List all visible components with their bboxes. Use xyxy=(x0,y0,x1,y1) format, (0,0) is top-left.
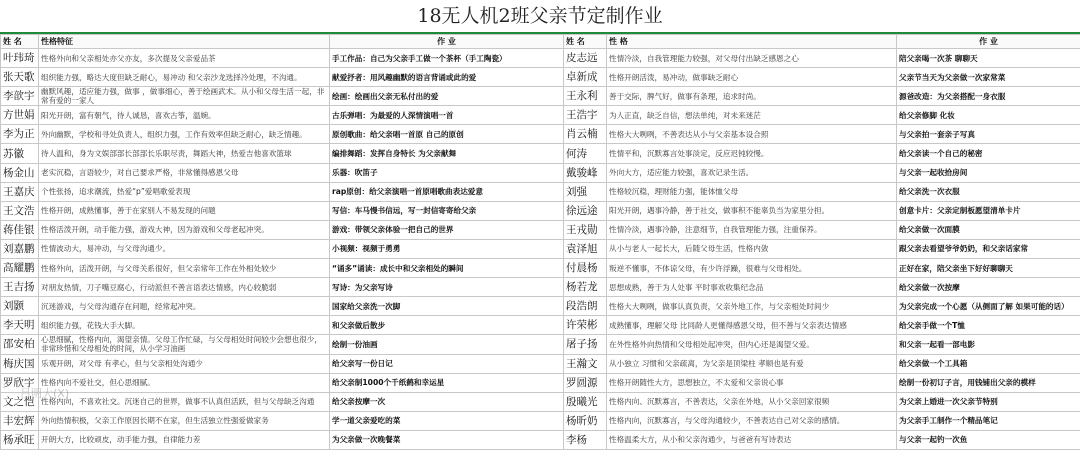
student-name-2[interactable]: 王浩宇 xyxy=(564,106,607,125)
assignment-cell-2[interactable]: 为父亲完成一个心愿（从侧面了解 如果可能的话） xyxy=(897,297,1080,316)
student-name[interactable]: 叶玮琦 xyxy=(1,49,39,68)
header-name-2[interactable]: 姓 名 xyxy=(564,35,607,49)
trait-cell[interactable]: 外向幽默，学校和寻处负责人，组织力强，工作有效率但缺乏耐心，缺乏情趣。 xyxy=(39,125,330,144)
trait-cell-2[interactable]: 在外性格外向热情和父母相处起冲突，但内心还是渴望父爱。 xyxy=(607,335,897,354)
table-row xyxy=(1,239,1080,258)
trait-cell[interactable]: 性格内向，不喜欢社交。沉迷自己的世界，做事不认真但活跃，但与父母缺乏沟通 xyxy=(39,392,330,411)
table-row xyxy=(1,278,1080,297)
student-name-2[interactable]: 付晨杨 xyxy=(564,259,607,278)
trait-cell-2[interactable]: 性情平和，沉默寡言处事淡定，反应迟钝较慢。 xyxy=(607,144,897,163)
assignment-cell-2[interactable]: 给父亲做一个工具箱 xyxy=(897,354,1080,373)
watermark: 吕明大(X) xyxy=(20,385,69,401)
table-row xyxy=(1,201,1080,220)
student-name[interactable]: 丰宏辉 xyxy=(1,411,39,430)
student-name-2[interactable]: 罗圆源 xyxy=(564,373,607,392)
assignment-cell[interactable]: 写信：车马慢书信远，写一封信寄寄给父亲 xyxy=(330,201,564,220)
trait-cell[interactable]: 组织能力强，略达大度但缺乏耐心，易冲动 和父亲沙龙选择冷处理，不沟通。 xyxy=(39,68,330,87)
header-work-2[interactable]: 作 业 xyxy=(897,35,1080,49)
assignment-cell-2[interactable]: 与父亲拍一套亲子写真 xyxy=(897,125,1080,144)
assignment-cell[interactable]: 为父亲做一次晚餐菜 xyxy=(330,430,564,449)
trait-cell[interactable]: 性格活泼开朗，动手能力强，游戏大神，因为游戏和父母老起冲突。 xyxy=(39,220,330,239)
assignment-cell[interactable]: 学一道父亲爱吃的菜 xyxy=(330,411,564,430)
assignment-cell-2[interactable]: 陪父亲喝一次茶 聊聊天 xyxy=(897,49,1080,68)
trait-cell[interactable]: 心思细腻，性格内向，渴望亲情。父母工作忙碌，与父母相处时间较少会想也很少，非常珍惜和父母相处的时间，从小学习油画 xyxy=(39,335,330,354)
student-name[interactable]: 王文浩 xyxy=(1,201,39,220)
header-work[interactable]: 作 业 xyxy=(330,35,564,49)
trait-cell-2[interactable]: 性情冷淡，遇事冷静，注意细节，自我管理能力强，注重保养。 xyxy=(607,220,897,239)
trait-cell-2[interactable]: 性格开朗随性大方，思想独立，不太爱和父亲说心事 xyxy=(607,373,897,392)
assignment-cell[interactable]: 原创歌曲：给父亲唱一首原 自己的原创 xyxy=(330,125,564,144)
assignment-cell-2[interactable]: 父亲节当天为父亲做一次家常菜 xyxy=(897,68,1080,87)
trait-cell[interactable]: 沉迷游戏，与父母沟通存在问题，经常起冲突。 xyxy=(39,297,330,316)
table-row xyxy=(1,220,1080,239)
assignment-cell[interactable]: 给父亲写一份日记 xyxy=(330,354,564,373)
sheet-title: 18无人机2班父亲节定制作业 xyxy=(0,0,1080,33)
student-name[interactable]: 刘嘉鹏 xyxy=(1,239,39,258)
student-name-2[interactable]: 何涛 xyxy=(564,144,607,163)
trait-cell-2[interactable]: 从小与老人一起长大，后随父母生活，性格内敛 xyxy=(607,239,897,258)
student-name[interactable]: 王嘉庆 xyxy=(1,182,39,201)
trait-cell[interactable]: 组织能力强，花钱大手大脚。 xyxy=(39,316,330,335)
student-name[interactable]: 苏徽 xyxy=(1,144,39,163)
assignment-cell-2[interactable]: 跟父亲去看望爷爷奶奶，和父亲话家常 xyxy=(897,239,1080,258)
student-name-2[interactable]: 徐远途 xyxy=(564,201,607,220)
assignment-cell[interactable]: 乐器：吹笛子 xyxy=(330,163,564,182)
assignment-cell-2[interactable]: 为父亲手工制作一个精品笔记 xyxy=(897,411,1080,430)
trait-cell-2[interactable]: 阳光开朗，遇事冷静，善于社交，做事积不能辜负当为家里分担。 xyxy=(607,201,897,220)
student-name[interactable]: 杨承旺 xyxy=(1,430,39,449)
trait-cell[interactable]: 幽默风趣，适应能力强，做事 ，做事细心，善于绘画武术。从小和父母生活一起，非常有爱的一家人 xyxy=(39,87,330,106)
trait-cell[interactable]: 性格开朗，成熟懂事，善于在家别人不易发现的问题 xyxy=(39,201,330,220)
student-name-2[interactable]: 王瀚文 xyxy=(564,354,607,373)
trait-cell-2[interactable]: 性格内向、沉默寡言，不善表达，父亲在外地，从小父亲回家很频 xyxy=(607,392,897,411)
trait-cell[interactable]: 对朋友热情，刀子嘴豆腐心，行动派但不善言语表达情感，内心较脆弱 xyxy=(39,278,330,297)
table-row xyxy=(1,297,1080,316)
header-trait[interactable]: 性格特征 xyxy=(39,35,330,49)
table-row xyxy=(1,316,1080,335)
assignment-cell[interactable]: “诵多”诵读：成长中和父亲相处的瞬间 xyxy=(330,259,564,278)
assignment-cell[interactable]: rap原创：给父亲演唱一首原唱歌曲表达爱意 xyxy=(330,182,564,201)
student-name[interactable]: 杨金山 xyxy=(1,163,39,182)
header-trait-2[interactable]: 性 格 xyxy=(607,35,897,49)
assignment-cell[interactable]: 手工作品：自己为父亲手工做一个茶杯（手工陶瓷） xyxy=(330,49,564,68)
trait-cell-2[interactable]: 成熟懂事，理解父母 比同龄人更懂得感恩父母，但不善与父亲表达情感 xyxy=(607,316,897,335)
student-name-2[interactable]: 刘强 xyxy=(564,182,607,201)
trait-cell-2[interactable]: 从小独立 习惯和父亲疏离，为父亲是顶梁柱 孝顺也是有爱 xyxy=(607,354,897,373)
assignment-cell-2[interactable]: 给父亲做一次面膜 xyxy=(897,220,1080,239)
trait-cell[interactable]: 性格内向不爱社交，但心思细腻。 xyxy=(39,373,330,392)
assignment-cell[interactable]: 绘制一份油画 xyxy=(330,335,564,354)
trait-cell-2[interactable]: 外向大方，适应能力较强，喜欢记录生活。 xyxy=(607,163,897,182)
table-row xyxy=(1,182,1080,201)
student-name[interactable]: 刘颢 xyxy=(1,297,39,316)
student-name[interactable]: 张天歌 xyxy=(1,68,39,87)
student-name[interactable]: 罗欣宇 xyxy=(1,373,39,392)
table-row xyxy=(1,68,1080,87)
trait-cell-2[interactable]: 性格大大咧咧，做事认真负责，父亲外地工作，与父亲相处时间少 xyxy=(607,297,897,316)
student-name[interactable]: 蒋佳银 xyxy=(1,220,39,239)
trait-cell[interactable]: 外向热情积极，父亲工作原因长期不在家，但生活独立性强爱做家务 xyxy=(39,411,330,430)
trait-cell[interactable]: 待人温和，身为文娱部部长部部长乐职尽责，舞蹈大神，热爱吉他喜欢篮球 xyxy=(39,144,330,163)
trait-cell-2[interactable]: 叛逆不懂事，不体谅父母，有少许浮躁，很难与父母相处。 xyxy=(607,259,897,278)
assignment-cell[interactable]: 小视频：视频于勇勇 xyxy=(330,239,564,258)
assignment-cell[interactable]: 编排舞蹈：发挥自身特长 为父亲献舞 xyxy=(330,144,564,163)
table-row xyxy=(1,125,1080,144)
table-row xyxy=(1,106,1080,125)
trait-cell[interactable]: 性情波动大，易冲动，与父母沟通少。 xyxy=(39,239,330,258)
trait-cell[interactable]: 性格外向，活泼开朗，与父母关系很好，但父亲常年工作在外相处较少 xyxy=(39,259,330,278)
table-row xyxy=(1,87,1080,106)
assignment-cell[interactable]: 古乐弹唱：为最爱的人深情演唱一首 xyxy=(330,106,564,125)
table-row xyxy=(1,373,1080,392)
assignment-cell-2[interactable]: 与父亲一起收拾房间 xyxy=(897,163,1080,182)
trait-cell[interactable]: 开朗大方，比较顽皮，动手能力强，自律能力差 xyxy=(39,430,330,449)
trait-cell[interactable]: 老实沉稳，言语较少，对自己要求严格，非常懂得感恩父母 xyxy=(39,163,330,182)
assignment-cell[interactable]: 绘画：绘画出父亲无私付出的爱 xyxy=(330,87,564,106)
trait-cell-2[interactable]: 性情冷淡，自我管理能力较强，对父母付出缺乏感恩之心 xyxy=(607,49,897,68)
student-name-2[interactable]: 肖云楠 xyxy=(564,125,607,144)
table-row xyxy=(1,144,1080,163)
header-name[interactable]: 姓 名 xyxy=(1,35,39,49)
student-name-2[interactable]: 戴骏峰 xyxy=(564,163,607,182)
assignment-cell-2[interactable]: 绘制一份初订子言，用钱铺出父亲的模样 xyxy=(897,373,1080,392)
student-name-2[interactable]: 杨若龙 xyxy=(564,278,607,297)
assignment-cell-2[interactable]: 与父亲一起钓一次鱼 xyxy=(897,430,1080,449)
trait-cell[interactable]: 个性张扬，追求潮流，热爱“p”爱唱歌爱表现 xyxy=(39,182,330,201)
student-name[interactable]: 李天明 xyxy=(1,316,39,335)
assignment-cell-2[interactable]: 给父亲读一个自己的秘密 xyxy=(897,144,1080,163)
table-row xyxy=(1,430,1080,449)
assignment-cell-2[interactable]: 正好在家，陪父亲坐下好好聊聊天 xyxy=(897,259,1080,278)
student-name-2[interactable]: 王戎勋 xyxy=(564,220,607,239)
student-name-2[interactable]: 屠子扬 xyxy=(564,335,607,354)
student-name-2[interactable]: 殷曦光 xyxy=(564,392,607,411)
student-name[interactable]: 文之恺 xyxy=(1,392,39,411)
assignment-cell[interactable]: 国家给父亲洗一次脚 xyxy=(330,297,564,316)
table-row xyxy=(1,49,1080,68)
trait-cell-2[interactable]: 善于交际，脾气好，做事有条理，追求时尚。 xyxy=(607,87,897,106)
trait-cell-2[interactable]: 性格大大咧咧，不善表达从小与父亲基本设合照 xyxy=(607,125,897,144)
table-row xyxy=(1,354,1080,373)
assignment-cell-2[interactable]: 为父亲上婚进一次父亲节特别 xyxy=(897,392,1080,411)
trait-cell-2[interactable]: 为人正直，缺乏自信，想法单纯，对未来迷茫 xyxy=(607,106,897,125)
trait-cell[interactable]: 性格外向和父亲相处亦父亦友，多次提及父亲爱品茶 xyxy=(39,49,330,68)
student-name-2[interactable]: 王永利 xyxy=(564,87,607,106)
table-row xyxy=(1,411,1080,430)
trait-cell[interactable]: 阳光开朗，富有朝气，待人诚恳，喜欢古筝，温婉。 xyxy=(39,106,330,125)
student-name-2[interactable]: 段浩朗 xyxy=(564,297,607,316)
trait-cell[interactable]: 乐观开朗，对父母 有孝心，但与父亲相处沟通少 xyxy=(39,354,330,373)
assignment-cell-2[interactable]: 给父亲手做一个T恤 xyxy=(897,316,1080,335)
student-name-2[interactable]: 袁泽旭 xyxy=(564,239,607,258)
assignment-table xyxy=(0,34,1080,450)
trait-cell-2[interactable]: 思想成熟，善于为人处事 平时事欢收集纪念品 xyxy=(607,278,897,297)
assignment-cell[interactable]: 游戏：带领父亲体验一把自己的世界 xyxy=(330,220,564,239)
table-row xyxy=(1,392,1080,411)
table-row xyxy=(1,259,1080,278)
assignment-cell-2[interactable]: 源爸改造：为父亲搭配一身衣服 xyxy=(897,87,1080,106)
student-name-2[interactable]: 李杨 xyxy=(564,430,607,449)
assignment-cell-2[interactable]: 和父亲一起看一部电影 xyxy=(897,335,1080,354)
student-name[interactable]: 王吉扬 xyxy=(1,278,39,297)
assignment-cell[interactable]: 给父亲制1000个千纸鹤和幸运星 xyxy=(330,373,564,392)
student-name[interactable]: 梅庆国 xyxy=(1,354,39,373)
student-name-2[interactable]: 杨昕奶 xyxy=(564,411,607,430)
header-row xyxy=(1,35,1080,49)
assignment-cell[interactable]: 写诗：为父亲写诗 xyxy=(330,278,564,297)
table-row xyxy=(1,163,1080,182)
assignment-cell[interactable]: 和父亲做后散步 xyxy=(330,316,564,335)
student-name[interactable]: 李歆宇 xyxy=(1,87,39,106)
assignment-cell[interactable]: 给父亲按摩一次 xyxy=(330,392,564,411)
trait-cell-2[interactable]: 性格开朗活泼，易冲动，做事缺乏耐心 xyxy=(607,68,897,87)
assignment-cell-2[interactable]: 给父亲洗一次衣服 xyxy=(897,182,1080,201)
student-name-2[interactable]: 皮志远 xyxy=(564,49,607,68)
table-row xyxy=(1,335,1080,354)
trait-cell-2[interactable]: 性格较沉稳，理财能力强，能体恤父母 xyxy=(607,182,897,201)
assignment-cell-2[interactable]: 创意卡片：父亲定制板愿望清单卡片 xyxy=(897,201,1080,220)
student-name-2[interactable]: 卓新成 xyxy=(564,68,607,87)
student-name-2[interactable]: 许荣彬 xyxy=(564,316,607,335)
student-name[interactable]: 李为正 xyxy=(1,125,39,144)
student-name[interactable]: 方世娟 xyxy=(1,106,39,125)
student-name[interactable]: 高耀鹏 xyxy=(1,259,39,278)
student-name[interactable]: 邵安柏 xyxy=(1,335,39,354)
assignment-cell[interactable]: 献爱抒者：用风趣幽默的语言背诵或此的爱 xyxy=(330,68,564,87)
trait-cell-2[interactable]: 性格温柔大方，从小和父亲沟通少，与爸爸有写诗表达 xyxy=(607,430,897,449)
assignment-cell-2[interactable]: 给父亲修脚 化妆 xyxy=(897,106,1080,125)
trait-cell-2[interactable]: 性格内向，沉默寡言，与父母沟通较少，不善表达自己对父亲的感情。 xyxy=(607,411,897,430)
assignment-cell-2[interactable]: 给父亲做一次按摩 xyxy=(897,278,1080,297)
